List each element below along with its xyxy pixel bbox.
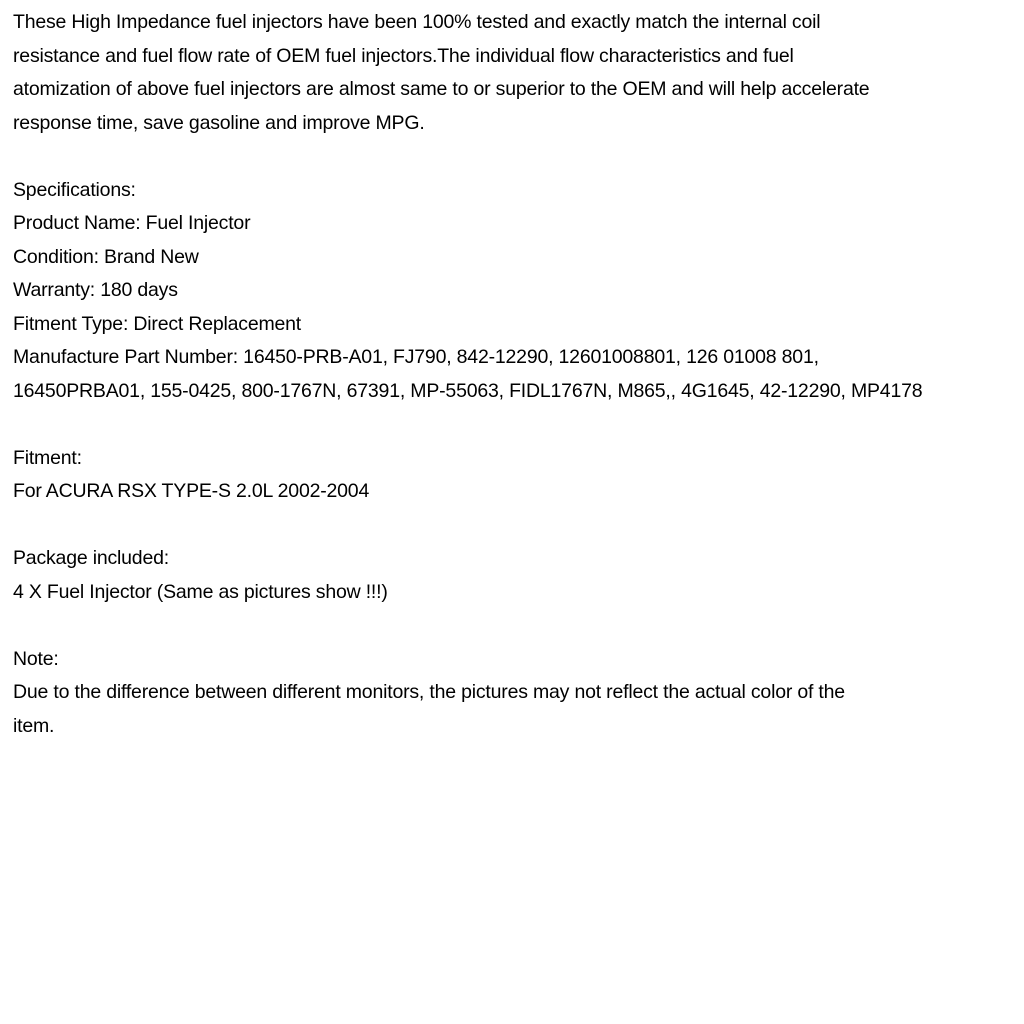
note-heading: Note:	[13, 647, 59, 670]
text-line: atomization of above fuel injectors are almost same to or superior to the OEM and will help accelerate	[13, 78, 870, 100]
text-line: response time, save gasoline and improve MPG.	[13, 111, 425, 134]
package-heading: Package included:	[13, 547, 169, 569]
blank-line	[13, 609, 1016, 643]
note-text: item.	[13, 714, 55, 737]
blank-line	[13, 140, 1016, 174]
spec-part-numbers: Manufacture Part Number: 16450-PRB-A01, FJ790, 842-12290, 12601008801, 126 01008 801,	[13, 346, 819, 368]
blank-line	[13, 509, 1016, 543]
fitment-vehicle: For ACURA RSX TYPE-S 2.0L 2002-2004	[13, 480, 370, 502]
paragraph-intro	[13, 6, 1016, 140]
paragraph-note	[13, 643, 1016, 744]
blank-line	[13, 408, 1016, 442]
spec-product-name: Product Name: Fuel Injector	[13, 212, 251, 234]
text-line: These High Impedance fuel injectors have been 100% tested and exactly match the internal coil	[13, 11, 821, 33]
spec-fitment-type: Fitment Type: Direct Replacement	[13, 312, 302, 335]
spec-warranty: Warranty: 180 days	[13, 279, 178, 301]
spec-part-numbers: 16450PRBA01, 155-0425, 800-1767N, 67391, MP-55063, FIDL1767N, M865,, 4G1645, 42-12290, MP4178	[13, 379, 923, 402]
package-contents: 4 X Fuel Injector (Same as pictures show !!!)	[13, 580, 388, 603]
specifications-heading: Specifications:	[13, 178, 136, 201]
paragraph-fitment	[13, 442, 1016, 509]
spec-condition: Condition: Brand New	[13, 245, 199, 268]
note-text: Due to the difference between different monitors, the pictures may not reflect the actual color of the	[13, 681, 845, 703]
fitment-heading: Fitment:	[13, 446, 82, 469]
text-line: resistance and fuel flow rate of OEM fuel injectors.The individual flow characteristics and fuel	[13, 44, 794, 67]
paragraph-specifications	[13, 174, 1016, 409]
paragraph-package	[13, 542, 1016, 609]
